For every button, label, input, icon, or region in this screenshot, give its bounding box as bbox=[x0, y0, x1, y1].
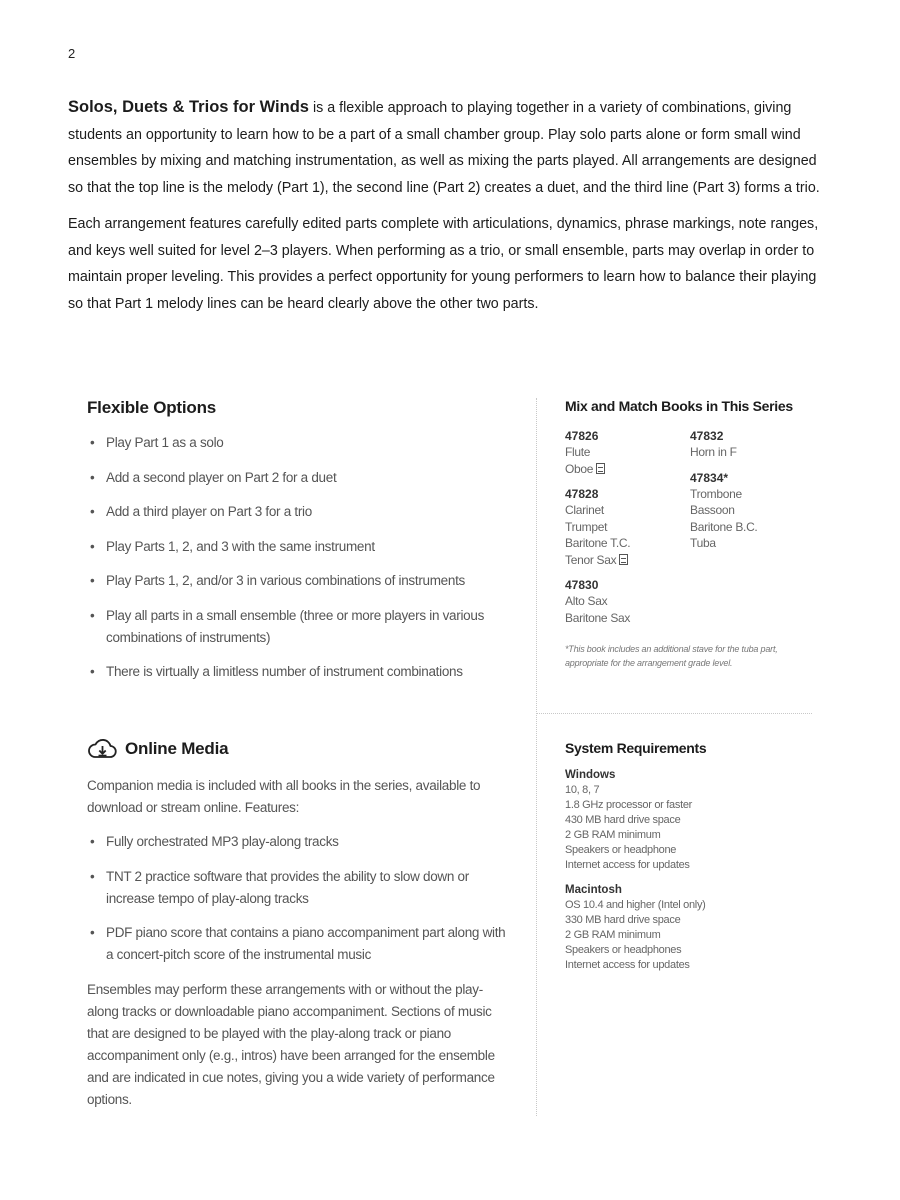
instrument-name: Baritone T.C. bbox=[565, 536, 631, 550]
series-footnote: *This book includes an additional stave for the tuba part, appropriate for the arrangement grade level. bbox=[565, 644, 778, 668]
list-item: • Play Parts 1, 2, and/or 3 in various combinations of instruments bbox=[87, 570, 515, 592]
requirement-item: Internet access for updates bbox=[565, 959, 690, 971]
requirement-item: 430 MB hard drive space bbox=[565, 814, 681, 826]
os-name-macintosh: Macintosh bbox=[565, 884, 622, 896]
book-47834 bbox=[690, 470, 815, 552]
instrument-name: Clarinet bbox=[565, 503, 604, 517]
list-item: • Add a third player on Part 3 for a trio bbox=[87, 501, 515, 523]
list-item: • Play Part 1 as a solo bbox=[87, 432, 515, 454]
list-item: • There is virtually a limitless number of instrument combinations bbox=[87, 661, 515, 683]
instrument-name: Horn in F bbox=[690, 445, 737, 459]
instrument-entry bbox=[565, 461, 690, 478]
horizontal-divider bbox=[536, 713, 812, 714]
system-requirements-title: System Requirements bbox=[565, 740, 707, 756]
online-media-section bbox=[87, 775, 507, 1123]
system-requirements-section bbox=[565, 740, 805, 983]
intro-paragraph-1-text: is a flexible approach to playing together in a variety of combinations, giving students an opportunity to learn how to be a part of a small chamber group. Play solo parts alone or form small wind ensembles by mixing and matching instrumentation, as well as mixing the parts played. All arrangements are designed so that the top line is the melody (Part 1), the second line (Part 2) creates a duet, and the third line (Part 3) forms a trio. bbox=[68, 100, 820, 196]
vertical-divider bbox=[536, 398, 537, 1116]
requirement-item: Speakers or headphone bbox=[565, 844, 677, 856]
instrument-name: Baritone Sax bbox=[565, 610, 631, 625]
books-grid bbox=[565, 428, 815, 635]
requirement-item: 2 GB RAM minimum bbox=[565, 829, 661, 841]
mix-match-section bbox=[565, 398, 815, 670]
book-number: 47832 bbox=[690, 429, 724, 443]
instrument-name: Tuba bbox=[690, 536, 716, 550]
book-number: 47826 bbox=[565, 429, 599, 443]
document-icon bbox=[619, 554, 628, 565]
online-media-header bbox=[87, 736, 228, 762]
book-title: Solos, Duets & Trios for Winds bbox=[68, 98, 309, 116]
online-media-closing: Ensembles may perform these arrangements with or without the play-along tracks or downloadable piano accompaniment. Sections of music that are designed to be played with the play-along track or piano accompaniment only (e.g., intros) have been arranged for the ensemble and are indicated in cue notes, giving you a wide variety of performance options. bbox=[87, 981, 495, 1107]
instrument-name: Oboe bbox=[565, 461, 594, 476]
instrument-name: Tenor Sax bbox=[565, 552, 617, 567]
requirement-item: 2 GB RAM minimum bbox=[565, 929, 661, 941]
instrument-entry bbox=[565, 552, 690, 569]
requirement-item: Internet access for updates bbox=[565, 859, 690, 871]
intro-paragraph-1 bbox=[68, 94, 828, 201]
book-47826 bbox=[565, 428, 690, 477]
os-name-windows: Windows bbox=[565, 769, 616, 781]
instrument-name: Alto Sax bbox=[565, 594, 608, 608]
online-media-title: Online Media bbox=[125, 739, 229, 758]
flexible-options-title: Flexible Options bbox=[87, 398, 217, 417]
requirement-item: Speakers or headphones bbox=[565, 944, 682, 956]
list-item: • Play Parts 1, 2, and 3 with the same instrument bbox=[87, 536, 515, 558]
book-number: 47830 bbox=[565, 578, 599, 592]
books-column-right bbox=[690, 428, 815, 635]
document-icon bbox=[596, 463, 605, 474]
page-number: 2 bbox=[68, 46, 76, 61]
list-item: • Add a second player on Part 2 for a duet bbox=[87, 467, 515, 489]
requirement-item: 10, 8, 7 bbox=[565, 784, 600, 796]
cloud-download-icon bbox=[87, 736, 117, 762]
list-item: • Fully orchestrated MP3 play-along tracks bbox=[87, 831, 507, 853]
mac-requirements bbox=[565, 898, 805, 973]
list-item: • PDF piano score that contains a piano accompaniment part along with a concert-pitch score of the instrumental music bbox=[87, 922, 507, 966]
books-column-left bbox=[565, 428, 690, 635]
windows-requirements bbox=[565, 783, 805, 873]
requirement-item: OS 10.4 and higher (Intel only) bbox=[565, 899, 706, 911]
book-number: 47834* bbox=[690, 470, 729, 485]
instrument-name: Flute bbox=[565, 445, 591, 459]
instrument-name: Bassoon bbox=[690, 503, 735, 517]
mix-match-title: Mix and Match Books in This Series bbox=[565, 398, 793, 414]
book-47830 bbox=[565, 577, 690, 626]
instrument-name: Trumpet bbox=[565, 519, 608, 534]
list-item: • Play all parts in a small ensemble (three or more players in various combinations of instruments) bbox=[87, 605, 515, 649]
book-number: 47828 bbox=[565, 487, 599, 501]
intro-paragraph-2: Each arrangement features carefully edited parts complete with articulations, dynamics, phrase markings, note ranges, and keys well suited for level 2–3 players. When performing as a trio, or small ensemble, parts may overlap in order to maintain proper leveling. This provides a perfect opportunity for young performers to learn how to balance their playing so that Part 1 melody lines can be heard clearly above the other two parts. bbox=[68, 216, 819, 312]
requirement-item: 330 MB hard drive space bbox=[565, 914, 681, 926]
list-item: • TNT 2 practice software that provides the ability to slow down or increase tempo of play-along tracks bbox=[87, 866, 507, 910]
intro-section bbox=[68, 94, 828, 327]
instrument-name: Baritone B.C. bbox=[690, 519, 758, 534]
instrument-name: Trombone bbox=[690, 486, 742, 501]
book-47828 bbox=[565, 486, 690, 568]
flexible-options-list bbox=[87, 432, 515, 683]
requirement-item: 1.8 GHz processor or faster bbox=[565, 799, 693, 811]
book-47832 bbox=[690, 428, 815, 461]
online-media-list bbox=[87, 831, 507, 966]
flexible-options-section bbox=[87, 398, 515, 696]
online-media-intro: Companion media is included with all books in the series, available to download or stream online. Features: bbox=[87, 778, 481, 815]
